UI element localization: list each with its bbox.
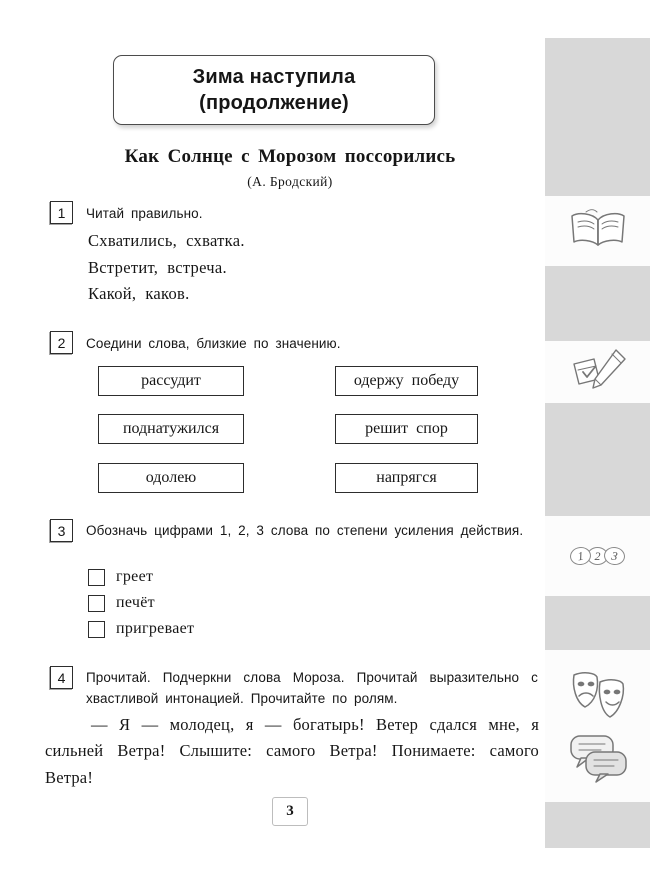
- chapter-title-line2: (продолжение): [199, 92, 349, 114]
- check-label-3: пригревает: [116, 620, 195, 637]
- exercise-2-instruction: Соедини слова, близкие по значению.: [86, 336, 341, 351]
- number-badge-1: 1: [569, 546, 592, 567]
- exercise-3-instruction: Обозначь цифрами 1, 2, 3 слова по степени усиления действия.: [86, 523, 524, 538]
- check-item-1: [88, 568, 153, 586]
- wordbox-right-1[interactable]: одержу победу: [335, 366, 478, 396]
- theater-masks-icon: [566, 669, 630, 721]
- writing-pencil-icon: [568, 348, 628, 396]
- story-title: Как Солнце с Морозом поссорились: [124, 146, 456, 167]
- number-badge-3: 3: [603, 546, 626, 567]
- exercise-3-number: 3: [50, 519, 73, 542]
- exercise-4-number: 4: [50, 666, 73, 689]
- wordbox-right-2[interactable]: решит спор: [335, 414, 478, 444]
- check-item-2: [88, 594, 155, 612]
- wordbox-left-1[interactable]: рассудит: [98, 366, 244, 396]
- read-line-2: Встретит, встреча.: [88, 258, 227, 277]
- page-number: 3: [272, 797, 308, 826]
- exercise-1-instruction: Читай правильно.: [86, 206, 203, 221]
- check-label-2: печёт: [116, 594, 155, 611]
- chapter-title-line1: Зима наступила: [192, 66, 356, 88]
- wordbox-left-2[interactable]: поднатужился: [98, 414, 244, 444]
- wordbox-right-3[interactable]: напрягся: [335, 463, 478, 493]
- sidebar: [545, 38, 650, 848]
- chapter-title-box: [113, 55, 435, 125]
- sidebar-cell-writing: [545, 341, 650, 403]
- numbers-123-icon: [572, 547, 623, 565]
- check-item-3: [88, 620, 194, 638]
- checkbox-2[interactable]: [88, 595, 105, 612]
- exercise-2-number: 2: [50, 331, 73, 354]
- number-badge-2: 2: [587, 547, 608, 565]
- story-author: (А. Бродский): [247, 174, 333, 189]
- read-line-3: Какой, каков.: [88, 284, 190, 303]
- wordbox-left-3[interactable]: одолею: [98, 463, 244, 493]
- sidebar-cell-drama: [545, 650, 650, 802]
- speech-bubbles-icon: [568, 733, 628, 783]
- story-text: — Я — молодец, я — богатырь! Ветер сдался мне, я сильней Ветра! Слышите: самого Ветра! Понимаете: самого Ветра!: [45, 715, 539, 787]
- checkbox-1[interactable]: [88, 569, 105, 586]
- check-label-1: греет: [116, 568, 154, 585]
- reading-book-icon: [566, 208, 630, 254]
- sidebar-cell-numbers: [545, 516, 650, 596]
- sidebar-cell-reading: [545, 196, 650, 266]
- checkbox-3[interactable]: [88, 621, 105, 638]
- read-line-1: Схватились, схватка.: [88, 231, 245, 250]
- exercise-1-number: 1: [50, 201, 73, 224]
- exercise-4-instruction: Прочитай. Подчеркни слова Мороза. Прочитай выразительно с хвастливой интонацией. Прочитайте по ролям.: [86, 670, 538, 706]
